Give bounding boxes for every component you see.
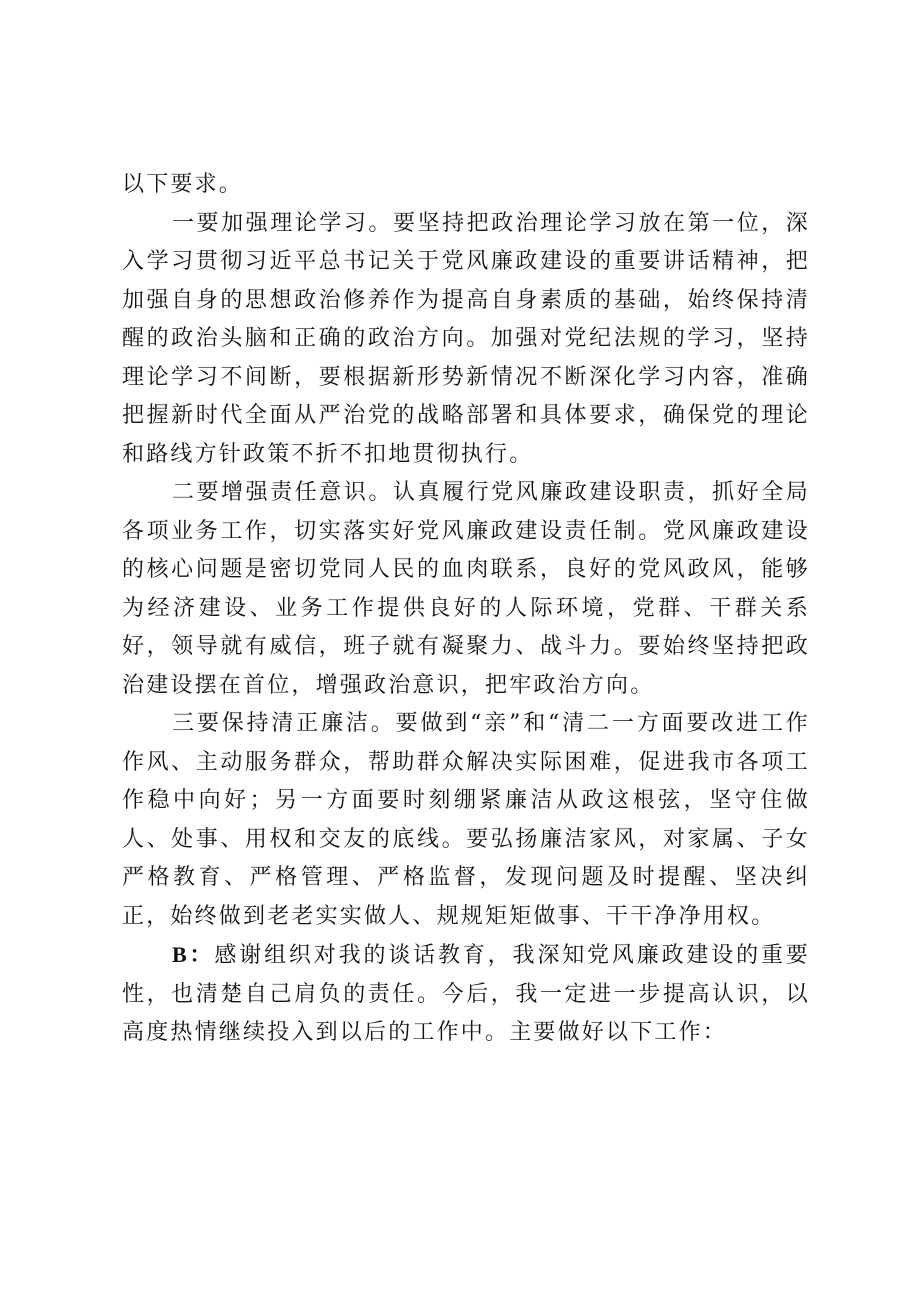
document-body (122, 166, 810, 1053)
speaker-label: B： (172, 942, 215, 967)
paragraph-text: 三要保持清正廉洁。要做到“亲”和“清二一方面要改进工作作风、主动服务群众，帮助群众解决实际困难，促进我市各项工作稳中向好；另一方面要时刻绷紧廉洁从政这根弦，坚守住做人、处事、用权和交友的底线。要弘扬廉洁家风，对家属、子女严格教育、严格管理、严格监督，发现问题及时提醒、坚决纠正，始终做到老老实实做人、规规矩矩做事、干干净净用权。 (122, 711, 810, 929)
paragraph-text: 一要加强理论学习。要坚持把政治理论学习放在第一位，深入学习贯彻习近平总书记关于党风廉政建设的重要讲话精神，把加强自身的思想政治修养作为提高自身素质的基础，始终保持清醒的政治头脑和正确的政治方向。加强对党纪法规的学习，坚持理论学习不间断，要根据新形势新情况不断深化学习内容，准确把握新时代全面从严治党的战略部署和具体要求，确保党的理论和路线方针政策不折不扣地贯彻执行。 (122, 210, 810, 467)
paragraph-responsibility (122, 474, 810, 705)
paragraph-integrity (122, 705, 810, 936)
paragraph-text: 感谢组织对我的谈话教育，我深知党风廉政建设的重要性，也清楚自己肩负的责任。今后，我一定进一步提高认识，以高度热情继续投入到以后的工作中。主要做好以下工作： (122, 943, 810, 1045)
paragraph-intro-tail (122, 166, 810, 205)
paragraph-theory-study (122, 205, 810, 475)
paragraph-text: 以下要求。 (122, 172, 244, 197)
paragraph-speaker-b (122, 936, 810, 1053)
paragraph-text: 二要增强责任意识。认真履行党风廉政建设职责，抓好全局各项业务工作，切实落实好党风廉政建设责任制。党风廉政建设的核心问题是密切党同人民的血肉联系，良好的党风政风，能够为经济建设、业务工作提供良好的人际环境，党群、干群关系好，领导就有威信，班子就有凝聚力、战斗力。要始终坚持把政治建设摆在首位，增强政治意识，把牢政治方向。 (122, 480, 810, 698)
